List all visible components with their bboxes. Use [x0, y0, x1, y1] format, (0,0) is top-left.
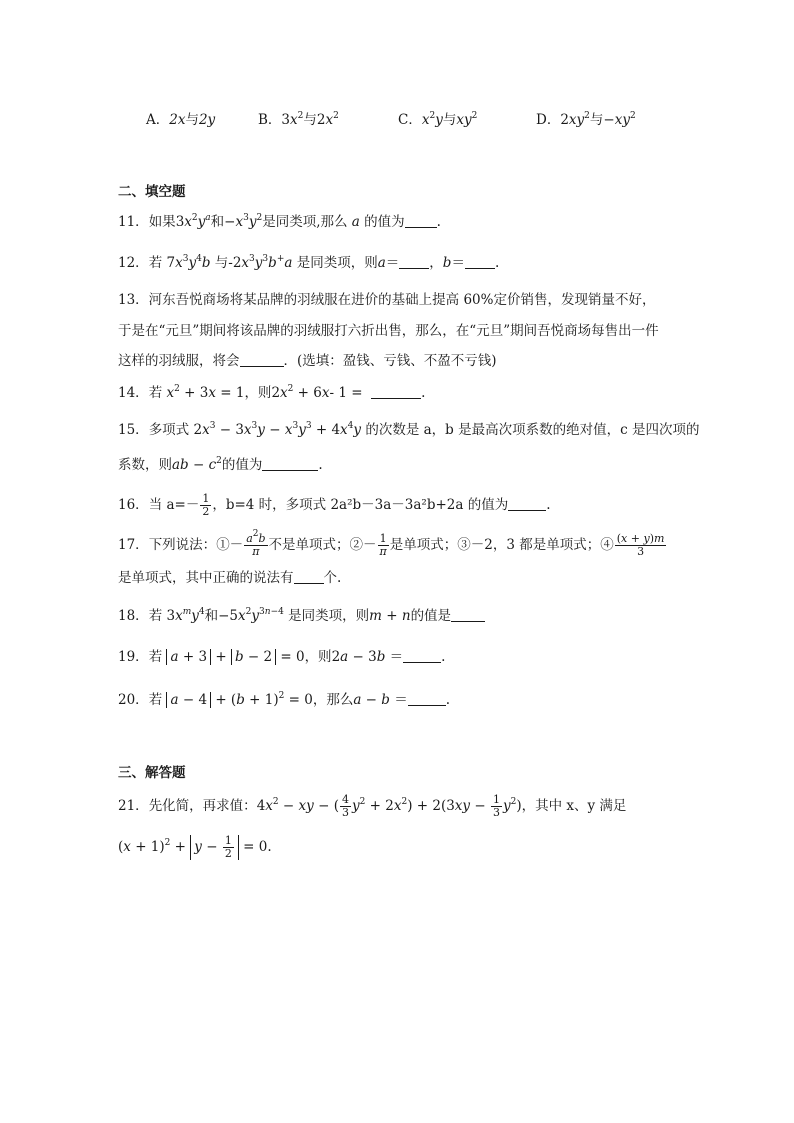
answer-blank[interactable]	[451, 607, 485, 622]
question-13-line-1: 13．河东吾悦商场将某品牌的羽绒服在进价的基础上提高 60%定价销售，发现销量不好，	[118, 292, 656, 308]
question-15-line-2: 系数，则ab − $c^2$的值为 .	[118, 456, 323, 473]
fraction-four-thirds: $\frac{4}{3}$	[341, 793, 349, 819]
answer-blank-b[interactable]	[465, 254, 495, 269]
question-21-line-2: $(x + 1)^2 + y$ − $\frac{1}{2}$ = 0.	[118, 834, 272, 860]
option-b[interactable]: B．$3x^2$与$2x^2$	[258, 111, 339, 128]
answer-blank[interactable]	[294, 569, 324, 584]
answer-blank[interactable]	[240, 352, 284, 367]
question-17-line-2: 是单项式，其中正确的说法有 个.	[118, 570, 342, 586]
answer-blank[interactable]	[405, 213, 437, 228]
answer-blank-a[interactable]	[399, 254, 429, 269]
question-15-line-1: 15．多项式 $2x^3 - 3x^3y - x^3y^3 + 4x^4y$ 的次数是 a，b 是最高次项系数的绝对值，c 是四次项的	[118, 421, 700, 438]
question-12: 12．若 $7x^3y^4b$ 与$-2x^3y^3b^+a$ 是同类项，则a＝ ，b＝ .	[118, 254, 500, 271]
section-heading-fill-in: 二、填空题	[118, 184, 186, 200]
fraction-one-half: $\frac{1}{2}$	[224, 834, 232, 860]
fraction-one-third: $\frac{1}{3}$	[492, 793, 500, 819]
fraction-xym-over-3: $\frac{(x + y)m}{3}$	[616, 532, 665, 558]
fraction-one-half: $\frac{1}{2}$	[202, 492, 210, 518]
question-13-line-3: 这样的羽绒服，将会 ．(选填：盈钱、亏钱、不盈不亏钱)	[118, 353, 497, 369]
question-18: 18．若 $3x^my^4$和$-5x^2y^{3n-4}$ 是同类项，则m + n的值是	[118, 606, 485, 626]
question-19: 19．若 a + 3 + b − 2 = 0，则2a − 3b ＝ .	[118, 649, 446, 665]
option-a[interactable]: A．2x与2y	[146, 112, 216, 128]
question-17-line-1: 17．下列说法：①－ $\frac{a^2b}{\pi}$ 不是单项式；②－ $\frac{1}{\pi}$ 是单项式；③－2，3 都是单项式；④ $\frac{(x + y)m}{3}$	[118, 529, 665, 558]
option-d[interactable]: D．$2xy^2$与$-xy^2$	[536, 111, 636, 128]
question-21-line-1: 21．先化简，再求值：$4x^2$ − xy − ( $\frac{4}{3}$ $y^2 + 2x^2) + 2(3xy$ − $\frac{1}{3}$ $y^2$)，其中 x、y 满足	[118, 793, 627, 819]
question-14: 14．若 $x^2 + 3x = 1$，则$2x^2 + 6x-$ 1 = .	[118, 384, 426, 401]
question-13-line-2: 于是在“元旦”期间将该品牌的羽绒服打六折出售，那么，在“元旦”期间吾悦商场每售出一件	[118, 323, 659, 339]
question-20: 20．若 $a - 4 + (b + 1)^2 = 0$，那么a − b ＝ .	[118, 691, 451, 708]
answer-blank[interactable]	[262, 456, 318, 471]
answer-blank[interactable]	[408, 691, 446, 706]
answer-blank[interactable]	[403, 648, 441, 663]
answer-blank[interactable]	[371, 384, 421, 399]
fraction-a2b-over-pi: $\frac{a^2b}{\pi}$	[246, 529, 266, 558]
section-heading-solve: 三、解答题	[118, 765, 186, 781]
question-11: 11．如果$3x^2y^a$和$-x^3y^2$是同类项,那么 a 的值为 .	[118, 213, 441, 230]
question-16: 16．当 a=－ $\frac{1}{2}$ ，b=4 时，多项式 2a²b－3a－3a²b+2a 的值为 .	[118, 492, 551, 518]
answer-blank[interactable]	[508, 496, 546, 511]
option-c[interactable]: C．$x^2y$与$xy^2$	[398, 111, 478, 128]
choice-options	[146, 108, 746, 128]
fraction-one-over-pi: $\frac{1}{\pi}$	[379, 532, 387, 558]
